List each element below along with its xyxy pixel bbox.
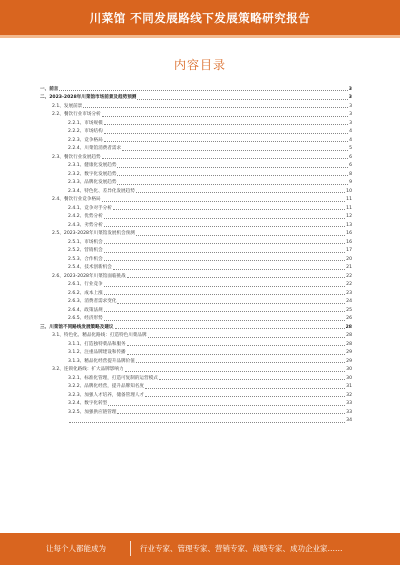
toc-entry[interactable]: [40, 144, 352, 153]
toc-entry[interactable]: [40, 135, 352, 144]
toc-entry-page: 30: [346, 367, 352, 372]
toc-entry-label: 2.6.1、行业竞争: [68, 282, 103, 287]
toc-entry-label: 2.6.2、成本上涨: [68, 290, 103, 296]
toc-entry[interactable]: [40, 84, 352, 93]
header-accent-bar: [0, 35, 400, 38]
toc-entry-page: 3: [349, 112, 352, 117]
toc-leader-dots: [117, 412, 345, 414]
toc-entry-label: 二、2023-2028年川菜馆市场前景及趋势预测: [40, 95, 137, 100]
toc-entry-page: 32: [346, 392, 352, 398]
toc-entry[interactable]: [40, 178, 352, 187]
toc-entry-label: 2.6.5、经济形势: [68, 316, 103, 321]
toc-entry-label: 2.6、2023-2028年川菜馆面临挑战: [52, 273, 126, 279]
toc-entry-label: 2.3.3、品牌化发展趋势: [68, 180, 117, 185]
toc-entry-label: 2.3.2、数字化发展趋势: [68, 171, 117, 177]
toc-entry-page: 29: [346, 358, 352, 364]
toc-entry-label: 2.4.1、竞争对手分析: [68, 205, 112, 211]
toc-entry-label: 3.2.4、数字化转型: [68, 401, 108, 406]
toc-entry[interactable]: [40, 356, 352, 365]
toc-leader-dots: [115, 327, 345, 329]
toc-entry[interactable]: [40, 186, 352, 195]
toc-entry-label: 2.5.3、合作机会: [68, 256, 103, 262]
toc-leader-dots: [122, 149, 348, 151]
toc-entry-label: 一、前言: [40, 86, 59, 92]
toc-entry-page: 22: [346, 282, 352, 287]
toc-entry-page: 16: [346, 239, 352, 245]
toc-entry[interactable]: [40, 110, 352, 119]
toc-leader-dots: [136, 361, 345, 363]
toc-entry[interactable]: [40, 195, 352, 204]
page-header: [0, 0, 400, 38]
toc-leader-dots: [104, 259, 345, 261]
toc-leader-dots: [127, 276, 345, 278]
toc-entry-page: 12: [346, 214, 352, 219]
toc-leader-dots: [117, 166, 348, 168]
table-of-contents: [40, 84, 352, 424]
toc-entry[interactable]: [40, 322, 352, 331]
toc-entry-page: 24: [346, 299, 352, 304]
toc-leader-dots: [104, 242, 345, 244]
toc-entry-page: 3: [349, 103, 352, 109]
toc-entry[interactable]: [40, 203, 352, 212]
toc-entry-page: 9: [349, 180, 352, 185]
report-title: 川菜馆 不同发展路线下发展策略研究报告: [89, 11, 311, 25]
toc-entry-label: 3.2.5、加强供应链管理: [68, 409, 117, 415]
toc-entry-page: 8: [349, 171, 352, 177]
toc-entry[interactable]: [40, 152, 352, 161]
toc-entry-page: 16: [346, 231, 352, 236]
toc-entry[interactable]: [40, 237, 352, 246]
toc-leader-dots: [104, 140, 348, 142]
toc-entry-label: 2.2.1、市场规模: [68, 120, 103, 126]
toc-leader-dots: [104, 123, 348, 125]
toc-entry-label: 2.4.3、劣势分析: [68, 222, 103, 228]
toc-entry[interactable]: [40, 161, 352, 170]
toc-leader-dots: [148, 336, 346, 338]
toc-entry-label: 3.2.3、加强人才培养，储备管理人才: [68, 392, 145, 398]
toc-leader-dots: [145, 387, 345, 389]
toc-leader-dots: [117, 302, 345, 304]
toc-entry-page: 3: [349, 120, 352, 126]
toc-entry-label: 3.2.2、品牌化经营，提升品牌知名度: [68, 384, 145, 389]
toc-entry-label: 2.2.4、川菜馆消费者需求: [68, 146, 122, 151]
toc-entry[interactable]: [40, 101, 352, 110]
toc-entry[interactable]: [40, 229, 352, 238]
toc-leader-dots: [104, 251, 345, 253]
toc-entry[interactable]: [40, 331, 352, 340]
toc-entry-page: 10: [346, 188, 352, 194]
toc-leader-dots: [102, 200, 345, 202]
toc-entry-page: 21: [346, 265, 352, 270]
toc-entry-label: 2.5.4、技术创新机会: [68, 265, 112, 270]
toc-leader-dots: [59, 89, 347, 91]
toc-entry-label: 2.3.4、特色化、差异化发展趋势: [68, 188, 135, 194]
toc-entry-page: 6: [349, 163, 352, 168]
toc-entry-label: 2.2.3、竞争格局: [68, 137, 103, 143]
toc-entry-page: 33: [346, 409, 352, 415]
toc-entry-page: 20: [346, 256, 352, 262]
toc-leader-dots: [125, 370, 346, 372]
toc-leader-dots: [117, 183, 348, 185]
toc-entry-page: 28: [345, 324, 352, 330]
toc-entry[interactable]: [40, 390, 352, 399]
toc-entry-page: 3: [348, 95, 352, 100]
toc-entry-page: 3: [348, 86, 352, 92]
toc-entry[interactable]: [40, 416, 352, 425]
toc-entry-page: 23: [346, 290, 352, 296]
toc-entry[interactable]: [40, 127, 352, 136]
toc-entry-label: 2.5、2023-2028年川菜馆发展机会预测: [52, 231, 135, 236]
toc-leader-dots: [117, 174, 348, 176]
toc-entry[interactable]: [40, 288, 352, 297]
toc-leader-dots: [104, 285, 345, 287]
toc-entry[interactable]: [40, 169, 352, 178]
toc-entry-label: 2.1、发展前景: [52, 103, 83, 109]
toc-leader-dots: [136, 234, 345, 236]
toc-leader-dots: [136, 191, 345, 193]
toc-leader-dots: [145, 395, 345, 397]
toc-entry-label: 3.1、特色化、精品化路线：打造特色川菜品牌: [52, 333, 147, 338]
toc-entry[interactable]: [40, 212, 352, 221]
toc-title: 内容目录: [173, 58, 226, 72]
toc-entry-page: 28: [346, 341, 352, 347]
toc-leader-dots: [102, 115, 348, 117]
toc-leader-dots: [69, 421, 345, 423]
toc-entry-label: 2.6.4、政策法规: [68, 307, 103, 313]
toc-leader-dots: [108, 404, 345, 406]
toc-entry[interactable]: [40, 263, 352, 272]
toc-entry[interactable]: [40, 339, 352, 348]
toc-entry-label: 2.5.1、市场机会: [68, 239, 103, 245]
footer-divider: [130, 541, 131, 556]
toc-entry[interactable]: [40, 348, 352, 357]
toc-entry-label: 2.5.2、营销机会: [68, 248, 103, 253]
toc-entry[interactable]: [40, 365, 352, 374]
toc-leader-dots: [83, 106, 348, 108]
toc-entry[interactable]: [40, 93, 352, 102]
page-footer: [0, 533, 400, 565]
toc-entry-page: 31: [346, 384, 352, 389]
toc-entry[interactable]: [40, 246, 352, 255]
toc-entry[interactable]: [40, 271, 352, 280]
toc-entry-page: 4: [349, 129, 352, 134]
toc-entry[interactable]: [40, 314, 352, 323]
toc-entry-page: 28: [346, 333, 352, 338]
footer-slogan-left: 让每个人都能成为: [46, 544, 106, 553]
toc-leader-dots: [104, 132, 348, 134]
toc-leader-dots: [104, 225, 345, 227]
toc-entry-page: 33: [346, 401, 352, 406]
toc-entry-label: 2.2.2、市场结构: [68, 129, 103, 134]
toc-entry-label: 2.3.1、健康化发展趋势: [68, 163, 117, 168]
toc-entry-page: 29: [346, 350, 352, 355]
toc-leader-dots: [137, 98, 347, 100]
toc-entry-page: 26: [346, 316, 352, 321]
toc-entry[interactable]: [40, 382, 352, 391]
toc-entry-label: 2.6.3、消费者需求变化: [68, 299, 117, 304]
toc-leader-dots: [113, 208, 345, 210]
toc-leader-dots: [127, 353, 346, 355]
toc-entry-label: 2.3、餐饮行业发展趋势: [52, 154, 101, 160]
toc-leader-dots: [159, 378, 345, 380]
toc-leader-dots: [104, 310, 345, 312]
toc-entry[interactable]: [40, 297, 352, 306]
toc-entry-label: 2.2、餐饮行业市场分析: [52, 112, 101, 117]
toc-entry-label: 2.4.2、优势分析: [68, 214, 103, 219]
toc-leader-dots: [104, 293, 345, 295]
toc-entry-page: 30: [346, 375, 352, 381]
toc-entry-label: 3.2.1、标准化管理，打造可复制的运营模式: [68, 375, 158, 381]
toc-entry[interactable]: [40, 118, 352, 127]
footer-slogan-right: 行业专家、管理专家、营销专家、战略专家、成功企业家……: [140, 544, 343, 553]
toc-leader-dots: [127, 344, 346, 346]
toc-leader-dots: [104, 319, 345, 321]
toc-entry-label: 三、川菜馆不同路线发展策略及建议: [40, 324, 114, 330]
toc-entry-page: 22: [346, 273, 352, 279]
toc-entry-page: 5: [349, 146, 352, 151]
toc-entry-page: 17: [346, 248, 352, 253]
toc-entry[interactable]: [40, 220, 352, 229]
toc-entry-page: 13: [346, 222, 352, 228]
toc-entry[interactable]: [40, 399, 352, 408]
toc-entry-page: 34: [346, 418, 352, 423]
toc-entry-label: 3.1.3、精品化经营提升品牌价值: [68, 358, 135, 364]
toc-entry[interactable]: [40, 280, 352, 289]
toc-entry-label: 3.1.1、打造独特菜品和服务: [68, 341, 126, 347]
toc-entry-page: 25: [346, 307, 352, 313]
toc-entry[interactable]: [40, 373, 352, 382]
toc-leader-dots: [102, 157, 348, 159]
toc-entry[interactable]: [40, 407, 352, 416]
toc-entry[interactable]: [40, 305, 352, 314]
toc-entry-page: 6: [349, 154, 352, 160]
toc-entry-page: 11: [346, 205, 352, 211]
toc-entry-label: 3.1.2、注重品牌建设和传播: [68, 350, 126, 355]
toc-leader-dots: [113, 268, 345, 270]
toc-entry[interactable]: [40, 254, 352, 263]
toc-entry-page: 4: [349, 137, 352, 143]
toc-entry-label: 3.2、连锁化路线：扩大品牌影响力: [52, 367, 124, 372]
toc-leader-dots: [104, 217, 345, 219]
toc-entry-page: 11: [346, 197, 352, 202]
toc-entry-label: 2.4、餐饮行业竞争格局: [52, 197, 101, 202]
